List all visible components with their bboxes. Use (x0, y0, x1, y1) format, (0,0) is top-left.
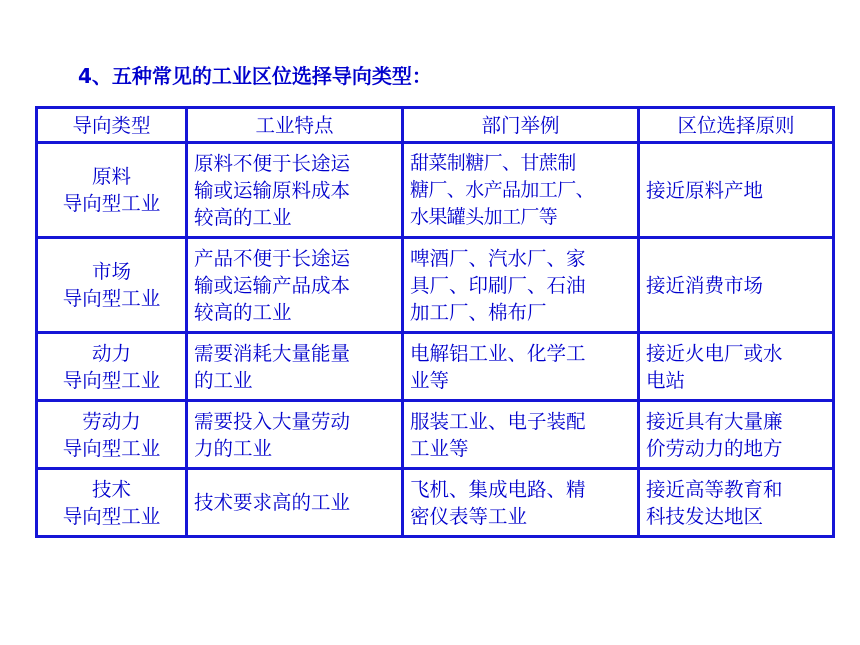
cell-features: 产品不便于长途运 输或运输产品成本 较高的工业 (187, 238, 403, 333)
cell-type: 市场 导向型工业 (37, 238, 187, 333)
header-features: 工业特点 (187, 108, 403, 143)
cell-examples: 啤酒厂、汽水厂、家 具厂、印刷厂、石油 加工厂、棉布厂 (403, 238, 639, 333)
cell-features: 技术要求高的工业 (187, 469, 403, 537)
cell-features: 需要消耗大量能量 的工业 (187, 333, 403, 401)
table-row (37, 238, 834, 333)
page-heading: 4、五种常见的工业区位选择导向类型： (78, 64, 432, 88)
cell-type: 动力 导向型工业 (37, 333, 187, 401)
header-type: 导向类型 (37, 108, 187, 143)
table-row (37, 401, 834, 469)
header-examples: 部门举例 (403, 108, 639, 143)
cell-principle: 接近高等教育和 科技发达地区 (639, 469, 834, 537)
header-principle: 区位选择原则 (639, 108, 834, 143)
cell-principle: 接近原料产地 (639, 143, 834, 238)
cell-type: 劳动力 导向型工业 (37, 401, 187, 469)
table-header-row (37, 108, 834, 143)
cell-principle: 接近火电厂或水 电站 (639, 333, 834, 401)
table-row (37, 469, 834, 537)
cell-principle: 接近消费市场 (639, 238, 834, 333)
cell-examples: 飞机、集成电路、精 密仪表等工业 (403, 469, 639, 537)
cell-type: 原料 导向型工业 (37, 143, 187, 238)
table-row (37, 333, 834, 401)
industry-location-table (35, 106, 835, 538)
cell-examples: 服装工业、电子装配 工业等 (403, 401, 639, 469)
cell-features: 需要投入大量劳动 力的工业 (187, 401, 403, 469)
table-row (37, 143, 834, 238)
cell-examples: 电解铝工业、化学工 业等 (403, 333, 639, 401)
cell-features: 原料不便于长途运 输或运输原料成本 较高的工业 (187, 143, 403, 238)
cell-principle: 接近具有大量廉 价劳动力的地方 (639, 401, 834, 469)
cell-examples: 甜菜制糖厂、甘蔗制 糖厂、水产品加工厂、 水果罐头加工厂等 (403, 143, 639, 238)
cell-type: 技术 导向型工业 (37, 469, 187, 537)
